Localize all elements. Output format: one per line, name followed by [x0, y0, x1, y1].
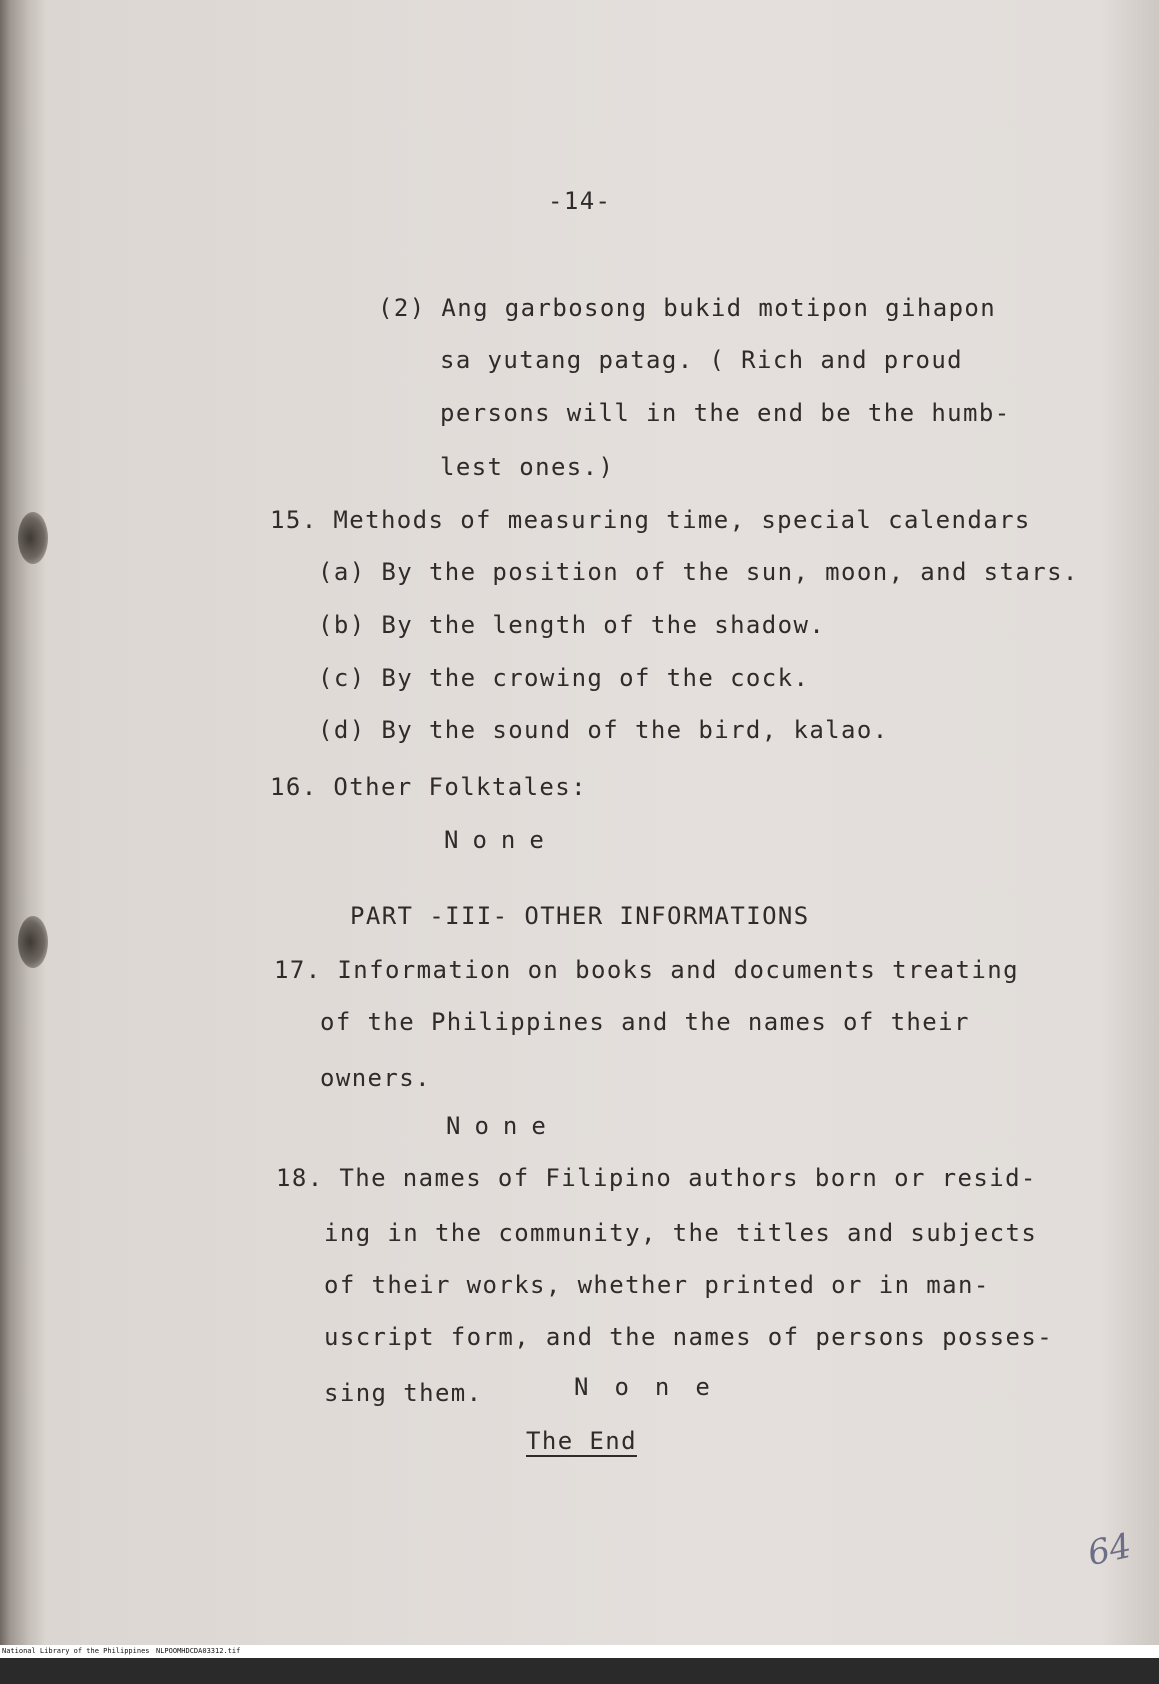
punch-hole: [18, 916, 48, 968]
footer-library: National Library of the Philippines: [2, 1647, 150, 1655]
text-line: sing them.: [324, 1379, 483, 1407]
footer-file: NLPOOMHDCDA03312.tif: [156, 1647, 241, 1655]
text-line: (d) By the sound of the bird, kalao.: [318, 716, 889, 744]
footer: [0, 1645, 1159, 1658]
text-line: lest ones.): [440, 453, 615, 481]
text-line: (b) By the length of the shadow.: [318, 611, 826, 639]
item-16-heading: 16. Other Folktales:: [270, 773, 587, 801]
item-18-heading: 18. The names of Filipino authors born or resid-: [276, 1164, 1037, 1192]
item-17-heading: 17. Information on books and documents treating: [274, 956, 1019, 984]
none-entry: None: [446, 1112, 560, 1140]
text-line: ing in the community, the titles and subjects: [324, 1219, 1038, 1247]
section-heading: PART -III- OTHER INFORMATIONS: [350, 902, 810, 930]
text-line: uscript form, and the names of persons posses-: [324, 1323, 1054, 1351]
punch-hole: [18, 512, 48, 564]
handwritten-page-number: 64: [1084, 1525, 1135, 1575]
text-line: of their works, whether printed or in man-: [324, 1271, 990, 1299]
text-line: sa yutang patag. ( Rich and proud: [440, 346, 964, 374]
text-line: persons will in the end be the humb-: [440, 399, 1011, 427]
item-15-heading: 15. Methods of measuring time, special calendars: [270, 506, 1031, 534]
page-number: -14-: [548, 187, 612, 215]
the-end: The End: [526, 1427, 637, 1455]
none-entry: None: [444, 826, 558, 854]
text-line: of the Philippines and the names of their: [320, 1008, 970, 1036]
text-line: (2) Ang garbosong bukid motipon gihapon: [378, 294, 997, 322]
text-line: owners.: [320, 1064, 431, 1092]
text-line: (a) By the position of the sun, moon, and stars.: [318, 558, 1079, 586]
text-line: (c) By the crowing of the cock.: [318, 664, 810, 692]
binding-edge: [0, 0, 46, 1645]
none-entry: None: [574, 1373, 736, 1401]
